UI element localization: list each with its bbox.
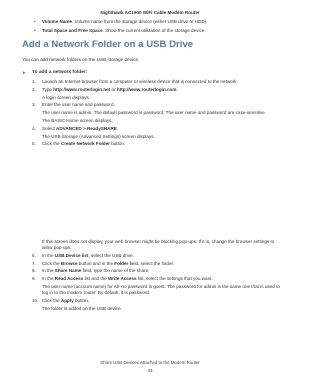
screenshot-placeholder	[42, 152, 192, 222]
step-text: Select	[42, 125, 57, 131]
bullet-dot: •	[34, 27, 36, 33]
step-text: ADVANCED > ReadySHARE	[56, 125, 117, 131]
step-text: , select the USB drive.	[88, 252, 134, 258]
step-1	[22, 79, 282, 85]
arrow-icon: ►	[22, 69, 27, 75]
step-text: USB Device list	[54, 252, 89, 258]
step-text: button.	[109, 141, 126, 147]
step-9	[22, 276, 282, 282]
step-2	[22, 87, 282, 93]
step-8	[22, 268, 282, 274]
step-text: http://www.routerlogin.com	[116, 86, 177, 92]
page-header: Nighthawk AC1900 WiFi Cable Modem Router	[100, 10, 200, 15]
footer-title: Share USB Devices Attached to the Modem Router	[100, 360, 200, 365]
step-text: button.	[73, 297, 89, 303]
step-text: field, select the folder.	[128, 260, 175, 266]
page-body	[22, 19, 282, 314]
step-text: In the	[42, 268, 55, 274]
step-text: Folder	[114, 260, 129, 266]
step-text: list and the	[83, 276, 108, 282]
step-number: 4.	[32, 125, 36, 131]
step-text: Click the	[42, 297, 61, 303]
step-7	[22, 261, 282, 267]
step-text: Create Network Folder	[60, 141, 110, 147]
step-number: 6.	[32, 252, 36, 258]
step-number: 8.	[32, 268, 36, 274]
step-text: .	[116, 125, 119, 131]
bullet-volume-name	[22, 19, 282, 25]
step-text: Browse	[60, 260, 78, 266]
steps-list	[22, 79, 282, 148]
step-text: In the	[42, 276, 55, 282]
step-number: 10.	[32, 297, 39, 303]
section-intro: You can add network folders on the USB storage device.	[22, 57, 140, 63]
step-text: list, select the settings that you want.	[136, 276, 213, 282]
step-result: A login screen displays.	[42, 94, 91, 100]
step-text: or	[110, 86, 117, 92]
step-text: .	[176, 86, 178, 92]
step-text: Write Access	[108, 276, 137, 282]
step-text: field, type the name of the share.	[81, 268, 150, 274]
bullet-dot: •	[34, 19, 36, 24]
bullet-text: . Show the current utilization of the storage device.	[102, 27, 206, 33]
step-text: http://www.routerlogin.net	[53, 86, 111, 92]
step-number: 5.	[32, 141, 36, 147]
step-text: Share Name	[54, 268, 82, 274]
step-number: 7.	[32, 260, 36, 266]
bullet-text: . Volume name from the storage device (either USB drive or HDD).	[72, 19, 208, 24]
step-5	[22, 141, 282, 147]
step-4	[22, 126, 282, 132]
step-text: In the	[42, 252, 55, 258]
step-6	[22, 253, 282, 259]
step-number: 2.	[32, 86, 36, 92]
step-text: Apply	[60, 297, 74, 303]
bullet-term: Total Space and Free Space	[42, 27, 103, 33]
procedure-title-text: To add a network folder:	[32, 69, 88, 75]
procedure-title	[22, 70, 282, 76]
popup-note: If this screen does not display, your web browser might be blocking pop-ups. If it is, change the browser settings to allow pop-ups.	[42, 238, 275, 250]
step-result: The folder is added on the USB device.	[42, 305, 122, 311]
step-number: 3.	[32, 102, 36, 108]
step-text: Enter the user name and password.	[42, 102, 115, 108]
bullet-term: Volume Name	[42, 19, 73, 24]
step-text: Click the	[42, 141, 61, 147]
step-text: button and in the	[77, 260, 115, 266]
step-result: The BASIC Home screen displays.	[42, 118, 113, 123]
steps-list-2	[22, 253, 282, 312]
step-text: Type	[42, 86, 54, 92]
bullet-total-space	[22, 28, 282, 34]
step-result: The user name is admin. The default password is password. The user name and password are case-sensitive.	[42, 110, 267, 116]
step-number: 1.	[32, 79, 36, 85]
step-number: 9.	[32, 276, 36, 282]
page-number: 43	[147, 368, 153, 373]
step-3	[22, 102, 282, 108]
step-text: Launch an Internet browser from a computer or wireless device that is connected to the network.	[42, 79, 238, 85]
step-10	[22, 298, 282, 304]
step-text: Read Access	[54, 276, 84, 282]
step-text: Click the	[42, 260, 61, 266]
step-result: The user name (account name) for All–no password is guest. The password for admin is the same one that is used to log in to the modem router. By default, it is password.	[42, 283, 280, 296]
section-title: Add a Network Folder on a USB Drive	[22, 39, 194, 51]
step-result: The USB Storage (Advanced Settings) screen displays.	[42, 133, 155, 139]
